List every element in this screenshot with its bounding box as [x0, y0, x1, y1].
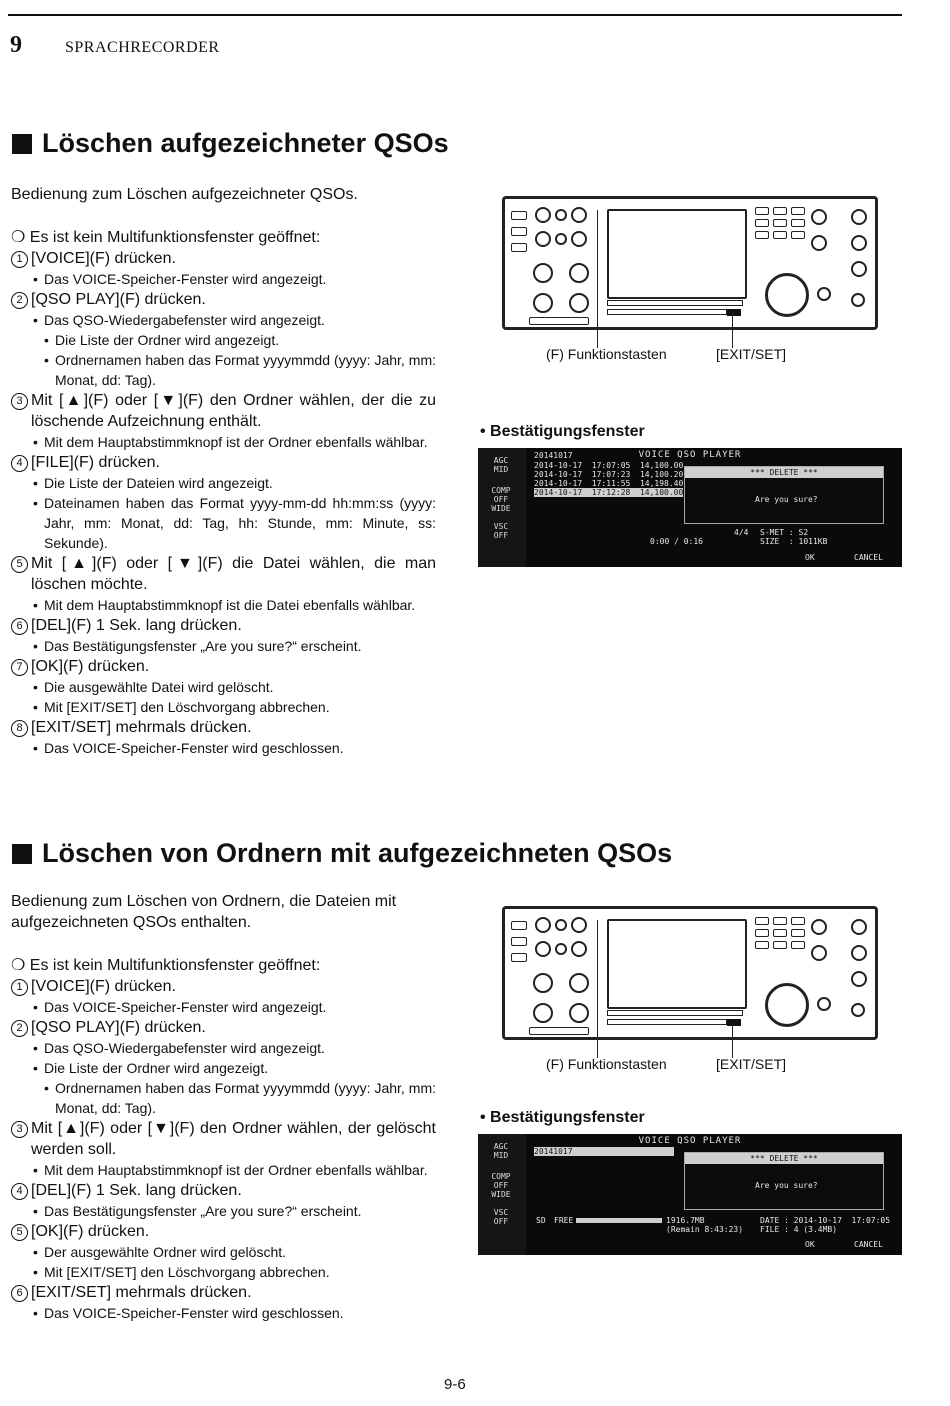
step-2-note: • Das QSO-Wiedergabefenster wird angezeigt. — [33, 312, 325, 328]
callout-line — [597, 210, 598, 348]
section2-heading — [12, 838, 672, 869]
ok-softkey[interactable]: OK — [805, 1240, 815, 1249]
dialog-text: Are you sure? — [755, 495, 818, 504]
step-7: 7 [OK](F) drücken. — [11, 656, 436, 677]
file-count: FILE : 4 (3.4MB) — [760, 1225, 838, 1234]
step-2-note: • Ordnernamen haben das Format yyyymmdd (yyyy: Jahr, mm: Monat, dd: Tag). — [44, 1080, 436, 1116]
sd-label: SD — [536, 1216, 546, 1225]
play-time: 0:00 / 0:16 — [650, 537, 703, 546]
step-2-note: • Das QSO-Wiedergabefenster wird angezeigt. — [33, 1040, 325, 1056]
file-row: 2014-10-17 17:11:55 14,198.40 — [534, 479, 684, 488]
caption-exit-set: [EXIT/SET] — [716, 1056, 787, 1072]
section2-intro: Bedienung zum Löschen von Ordnern, die Dateien mit aufgezeichneten QSOs enthalten. — [11, 893, 397, 931]
heading-square-icon — [12, 134, 32, 154]
radio-front-panel-illustration — [502, 196, 878, 330]
step-2: 2 [QSO PLAY](F) drücken. — [11, 1017, 436, 1038]
callout-line — [732, 312, 733, 348]
step-8: 8 [EXIT/SET] mehrmals drücken. — [11, 717, 436, 738]
step-4-note: • Die Liste der Dateien wird angezeigt. — [33, 475, 273, 491]
step-5: 5 [OK](F) drücken. — [11, 1221, 436, 1242]
delete-dialog — [684, 466, 884, 524]
file-size: SIZE : 1011KB — [760, 537, 828, 546]
step-6-note: • Das VOICE-Speicher-Fenster wird geschlossen. — [33, 1305, 344, 1321]
step-2-note: • Die Liste der Ordner wird angezeigt. — [33, 1060, 269, 1076]
dialog-text: Are you sure? — [755, 1181, 818, 1190]
step-3: 3 Mit [▲](F) oder [▼](F) den Ordner wählen, der gelöscht werden soll. — [11, 1118, 436, 1160]
step-1: 1 [VOICE](F) drücken. — [11, 248, 436, 269]
step-7-note: • Die ausgewählte Datei wird gelöscht. — [33, 679, 274, 695]
confirm-window-label: • Bestätigungsfenster — [480, 423, 645, 440]
cancel-softkey[interactable]: CANCEL — [854, 553, 883, 562]
confirmation-screen: AGC MID COMP OFF WIDE VSC OFF VOICE QSO PLAYER 20141017 *** DELETE *** Are you sure? SD FREE 1916.7MB (Remain 8:43:23) DATE : 2014-10-17 17:07:05 FILE : 4 (3.4MB) OK CANCEL — [478, 1134, 902, 1255]
section1-steps — [11, 227, 436, 758]
step-3-note: • Mit dem Hauptabstimmknopf ist der Ordner ebenfalls wählbar. — [33, 434, 428, 450]
free-label: FREE — [554, 1216, 574, 1225]
dialog-title: *** DELETE *** — [685, 467, 883, 478]
lcd-title: VOICE QSO PLAYER — [638, 450, 742, 460]
radio-front-panel-illustration — [502, 906, 878, 1040]
file-row: 2014-10-17 17:07:23 14,100.20 — [534, 470, 684, 479]
lcd-title: VOICE QSO PLAYER — [638, 1136, 742, 1146]
step-1: 1 [VOICE](F) drücken. — [11, 976, 436, 997]
file-date: DATE : 2014-10-17 17:07:05 — [760, 1216, 891, 1225]
header-rule — [8, 14, 902, 16]
step-4: 4 [DEL](F) 1 Sek. lang drücken. — [11, 1180, 436, 1201]
step-4: 4 [FILE](F) drücken. — [11, 452, 436, 473]
caption-exit-set: [EXIT/SET] — [716, 346, 787, 362]
delete-dialog — [684, 1152, 884, 1210]
step-5: 5 Mit [▲](F) oder [▼](F) die Datei wählen, die man löschen möchte. — [11, 553, 436, 595]
step-2-note: • Ordnernamen haben das Format yyyymmdd (yyyy: Jahr, mm: Monat, dd: Tag). — [44, 352, 436, 388]
folder-selected: 20141017 — [534, 1147, 674, 1156]
file-row-selected: 2014-10-17 17:12:28 14,100.00 — [534, 488, 684, 497]
ok-softkey[interactable]: OK — [805, 553, 815, 562]
folder-label: 20141017 — [534, 451, 573, 460]
step-7-note: • Mit [EXIT/SET] den Löschvorgang abbrechen. — [33, 699, 330, 715]
step-6: 6 [EXIT/SET] mehrmals drücken. — [11, 1282, 436, 1303]
section2-steps — [11, 955, 436, 1323]
step-1-note: • Das VOICE-Speicher-Fenster wird angezeigt. — [33, 999, 327, 1015]
step-5-note: • Mit [EXIT/SET] den Löschvorgang abbrechen. — [33, 1264, 330, 1280]
caption-function-keys: (F) Funktionstasten — [546, 346, 667, 362]
step-1-note: • Das VOICE-Speicher-Fenster wird angezeigt. — [33, 271, 327, 287]
callout-line — [597, 920, 598, 1058]
chapter-title: SPRACHRECORDER — [65, 39, 220, 56]
section1-heading-text: Löschen aufgezeichneter QSOs — [42, 128, 449, 158]
s-meter: S-MET : S2 — [760, 528, 809, 537]
step-3: 3 Mit [▲](F) oder [▼](F) den Ordner wählen, der die zu löschende Aufzeichnung enthält. — [11, 390, 436, 432]
confirm-window-label: • Bestätigungsfenster — [480, 1109, 645, 1126]
step-8-note: • Das VOICE-Speicher-Fenster wird geschlossen. — [33, 740, 344, 756]
step-4-note: • Dateinamen haben das Format yyyy-mm-dd hh:mm:ss (yyyy: Jahr, mm: Monat, dd: Tag, hh: Stunde, mm: Minute, ss: Sekunde). — [33, 495, 436, 551]
chapter-number: 9 — [10, 32, 22, 58]
file-count: 4/4 — [734, 528, 749, 537]
heading-square-icon — [12, 844, 32, 864]
page-number: 9-6 — [444, 1376, 466, 1393]
file-row: 2014-10-17 17:07:05 14,100.00 — [534, 461, 684, 470]
free-space-bar — [576, 1218, 662, 1223]
step-5-note: • Der ausgewählte Ordner wird gelöscht. — [33, 1244, 287, 1260]
step-4-note: • Das Bestätigungsfenster „Are you sure?“ erscheint. — [33, 1203, 362, 1219]
dialog-title: *** DELETE *** — [685, 1153, 883, 1164]
capacity: 1916.7MB — [666, 1216, 705, 1225]
cancel-softkey[interactable]: CANCEL — [854, 1240, 883, 1249]
section1-intro: Bedienung zum Löschen aufgezeichneter QSOs. — [11, 186, 358, 203]
condition-text: ❍ Es ist kein Multifunktionsfenster geöffnet: — [11, 957, 321, 974]
step-6-note: • Das Bestätigungsfenster „Are you sure?“ erscheint. — [33, 638, 362, 654]
confirmation-screen: AGC MID COMP OFF WIDE VSC OFF VOICE QSO PLAYER 20141017 2014-10-17 17:07:05 14,100.00 2014-10-17 17:07:23 14,100.20 2014-10-17 17:11:55 14,198.40 2014-10-17 17:12:28 14,100.00 *** DELETE *** Are you sure? 4/4 0:00 / 0:16 S-MET : S2 SIZE : 1011KB OK CANCEL — [478, 448, 902, 567]
condition-text: ❍ Es ist kein Multifunktionsfenster geöffnet: — [11, 229, 321, 246]
section1-heading — [12, 128, 449, 159]
step-2-note: • Die Liste der Ordner wird angezeigt. — [44, 332, 280, 348]
step-5-note: • Mit dem Hauptabstimmknopf ist die Datei ebenfalls wählbar. — [33, 597, 416, 613]
remain-time: (Remain 8:43:23) — [666, 1225, 744, 1234]
step-6: 6 [DEL](F) 1 Sek. lang drücken. — [11, 615, 436, 636]
callout-line — [732, 1022, 733, 1058]
step-2: 2 [QSO PLAY](F) drücken. — [11, 289, 436, 310]
section2-heading-text: Löschen von Ordnern mit aufgezeichneten QSOs — [42, 838, 673, 868]
step-3-note: • Mit dem Hauptabstimmknopf ist der Ordner ebenfalls wählbar. — [33, 1162, 428, 1178]
caption-function-keys: (F) Funktionstasten — [546, 1056, 667, 1072]
